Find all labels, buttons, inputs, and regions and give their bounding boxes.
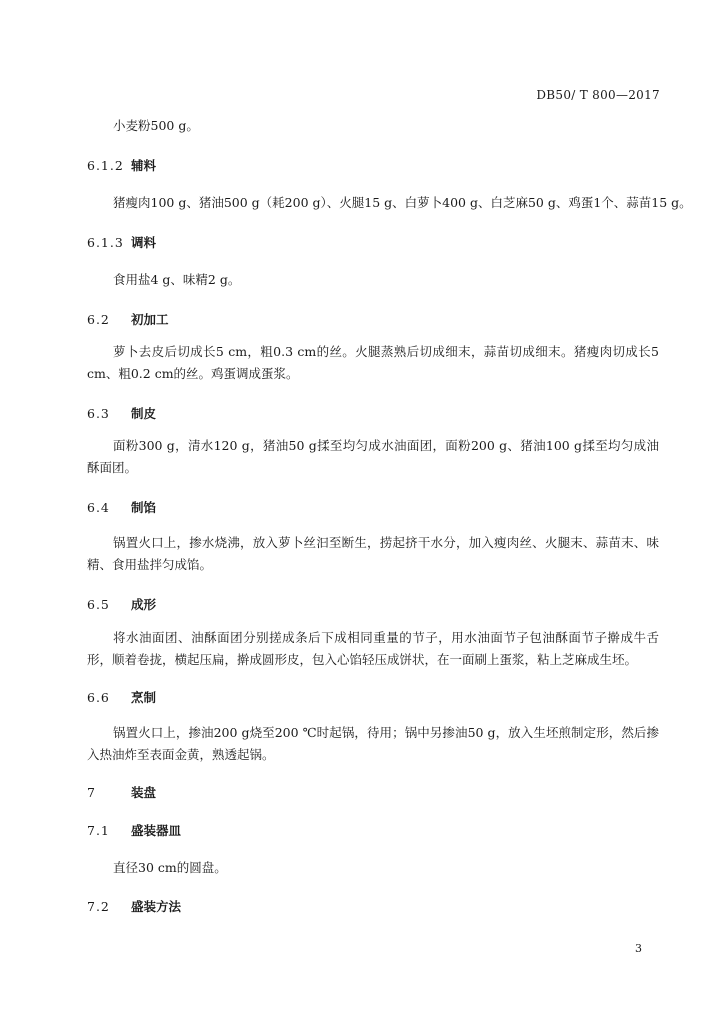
body-paragraph: 锅置火口上，掺油200 g烧至200 ℃时起锅，待用；锅中另掺油50 g，放入生坯煎制定形，然后掺入热油炸至表面金黄，熟透起锅。	[87, 725, 659, 762]
section-number: 6.4	[87, 500, 110, 515]
section-title: 制皮	[130, 406, 156, 421]
section-number: 6.2	[87, 312, 110, 327]
section-title: 制馅	[130, 500, 156, 515]
body-paragraph: 将水油面团、油酥面团分别搓成条后下成相同重量的节子，用水油面节子包油酥面节子擀成牛舌形，顺着卷拢，横起压扁，擀成圆形皮，包入心馅轻压成饼状，在一面刷上蛋浆，粘上芝麻成生坯。	[87, 630, 659, 667]
body-paragraph: 直径30 cm的圆盘。	[113, 860, 227, 875]
section-heading-6-5	[87, 595, 156, 613]
section-number: 7.2	[87, 899, 110, 914]
section-heading-7-2	[87, 897, 181, 915]
body-paragraph: 面粉300 g，清水120 g，猪油50 g揉至均匀成水油面团，面粉200 g、猪油100 g揉至均匀成油酥面团。	[87, 438, 659, 475]
section-number: 6.1.2	[87, 158, 124, 173]
body-paragraph: 食用盐4 g、味精2 g。	[113, 272, 241, 287]
section-title: 初加工	[130, 312, 169, 327]
standard-code-header: DB50/ T 800—2017	[536, 88, 660, 102]
section-number: 6.5	[87, 597, 110, 612]
section-heading-6-6	[87, 688, 156, 706]
body-paragraph: 锅置火口上，掺水烧沸，放入萝卜丝汩至断生，捞起挤干水分，加入瘦肉丝、火腿末、蒜苗末、味精、食用盐拌匀成馅。	[87, 535, 659, 572]
section-number: 6.6	[87, 690, 110, 705]
section-number: 7	[87, 785, 96, 800]
section-number: 7.1	[87, 823, 110, 838]
section-number: 6.3	[87, 406, 110, 421]
section-title: 盛装器皿	[130, 823, 181, 838]
section-heading-6-1-3	[87, 233, 156, 251]
section-title: 成形	[130, 597, 156, 612]
section-heading-7-1	[87, 821, 181, 839]
section-title: 装盘	[130, 785, 156, 800]
section-title: 烹制	[130, 690, 156, 705]
body-paragraph: 萝卜去皮后切成长5 cm，粗0.3 cm的丝。火腿蒸熟后切成细末，蒜苗切成细末。猪瘦肉切成长5 cm、粗0.2 cm的丝。鸡蛋调成蛋浆。	[87, 344, 659, 381]
section-heading-6-2	[87, 310, 169, 328]
section-number: 6.1.3	[87, 235, 124, 250]
page-number: 3	[635, 942, 642, 955]
section-heading-6-1-2	[87, 156, 156, 174]
section-title: 盛装方法	[130, 899, 181, 914]
section-heading-6-3	[87, 404, 156, 422]
section-heading-6-4	[87, 498, 156, 516]
body-paragraph: 猪瘦肉100 g、猪油500 g（耗200 g）、火腿15 g、白萝卜400 g、白芝麻50 g、鸡蛋1个、蒜苗15 g。	[113, 195, 692, 210]
section-heading-7	[87, 783, 156, 801]
body-paragraph: 小麦粉500 g。	[113, 118, 199, 133]
section-title: 辅料	[130, 158, 156, 173]
section-title: 调料	[130, 235, 156, 250]
